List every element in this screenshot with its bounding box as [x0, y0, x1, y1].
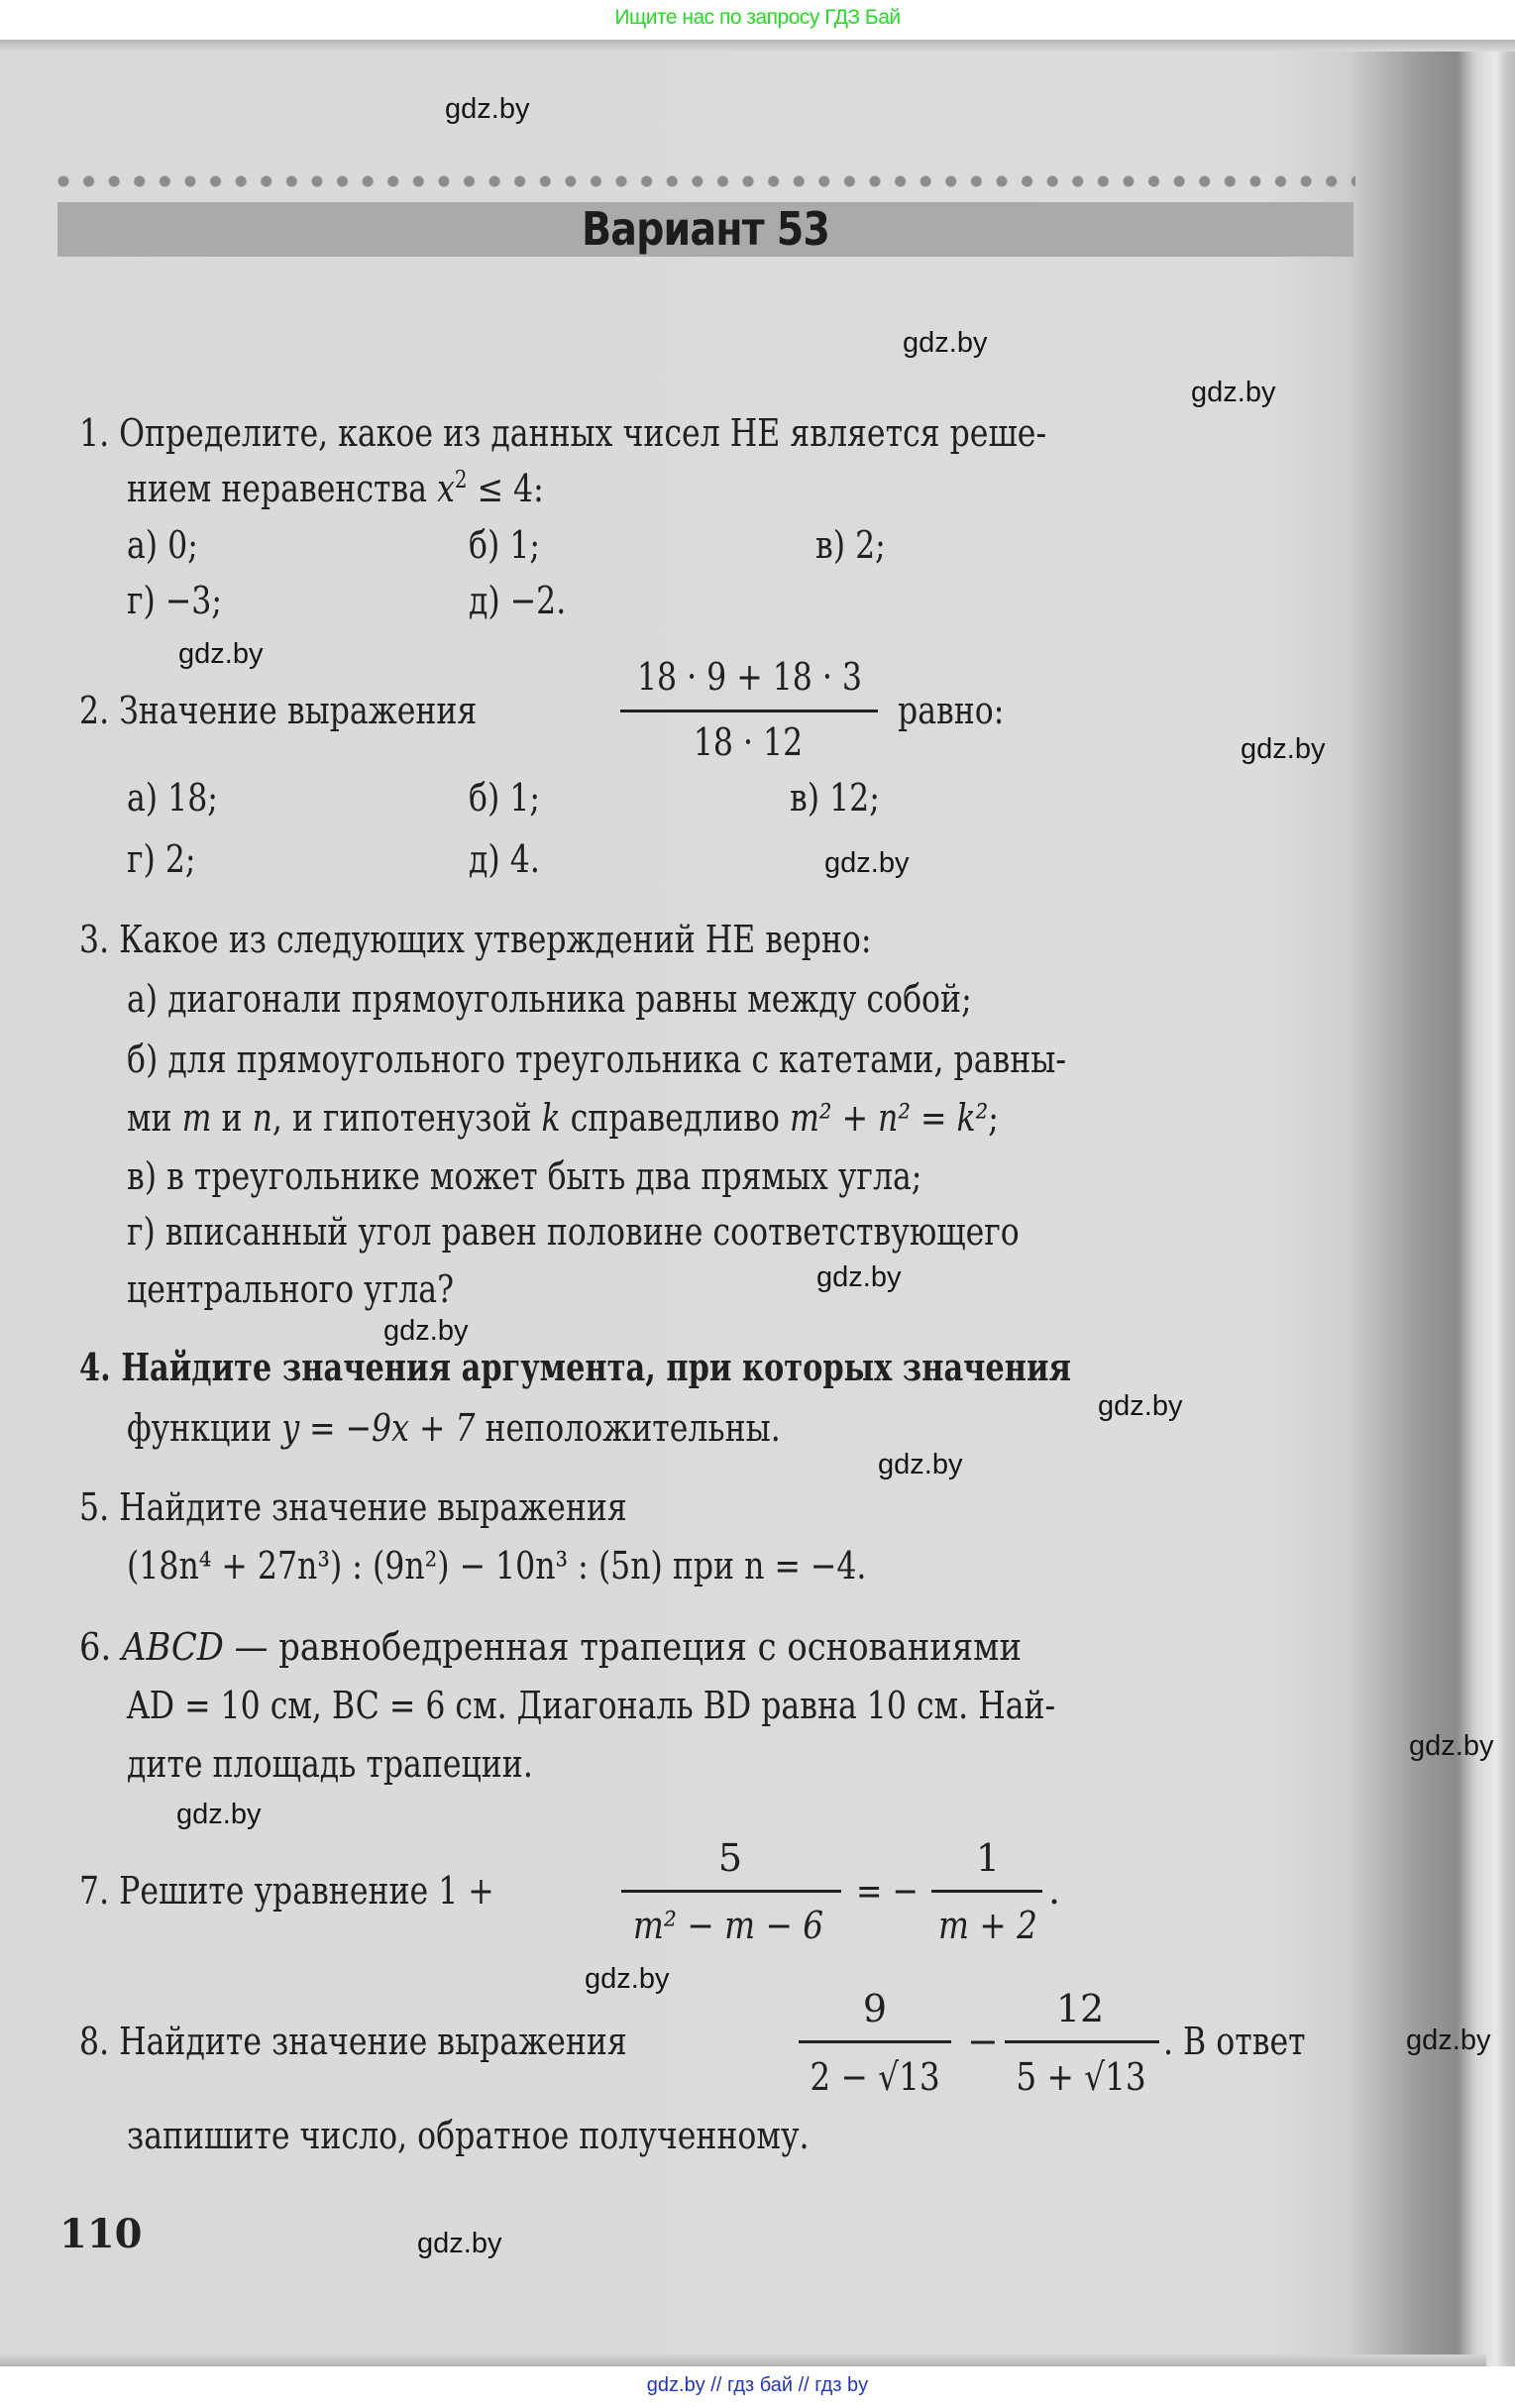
watermark: gdz.by	[1191, 377, 1276, 408]
q2-fraction-bar	[620, 710, 878, 712]
q2-option-b: б) 1;	[469, 776, 541, 820]
page-title: Вариант 53	[581, 202, 830, 256]
q6-number: 6.	[79, 1625, 123, 1669]
watermark: gdz.by	[903, 327, 988, 359]
q7-numerator2: 1	[975, 1836, 1001, 1880]
q4-line2-post: неположительны.	[475, 1406, 781, 1450]
watermark: gdz.by	[176, 1799, 262, 1830]
q8-fraction-bar-2	[1005, 2040, 1159, 2043]
watermark: gdz.by	[816, 1261, 902, 1293]
watermark: gdz.by	[1409, 1730, 1494, 1762]
q2-option-a: а) 18;	[127, 776, 218, 820]
q3-var-n: n	[252, 1096, 272, 1140]
watermark: gdz.by	[1241, 733, 1326, 765]
q3-var-m: m	[181, 1096, 212, 1140]
q7-numerator1: 5	[717, 1836, 743, 1880]
page-number: 110	[59, 2211, 143, 2257]
q7-fraction-bar-2	[931, 1890, 1042, 1893]
q2-option-d: г) 2;	[127, 837, 196, 881]
q3-b2-end: ;	[988, 1096, 999, 1140]
q3-b2-pre: ми	[127, 1096, 182, 1140]
q8-denominator1: 2 − √13	[810, 2055, 940, 2099]
q3-option-d-line2: центрального угла?	[127, 1267, 455, 1311]
q1-line2	[127, 466, 544, 510]
q3-line1: 3. Какое из следующих утверждений НЕ верно:	[79, 918, 872, 961]
q2-numerator: 18 · 9 + 18 · 3	[636, 655, 862, 699]
watermark: gdz.by	[878, 1449, 963, 1480]
q1-option-b: б) 1;	[469, 523, 541, 567]
q8-denominator2: 5 + √13	[1016, 2055, 1146, 2099]
q3-option-b-line2	[127, 1096, 999, 1140]
q3-b2-mid: , и гипотенузой	[271, 1096, 542, 1140]
q3-option-c: в) в треугольнике может быть два прямых угла;	[127, 1154, 922, 1198]
q7-end: .	[1048, 1869, 1061, 1913]
q1-line2-text: нием неравенства	[127, 467, 438, 510]
q7-fraction-bar-1	[621, 1890, 841, 1893]
watermark: gdz.by	[417, 2228, 502, 2259]
q6-line2: AD = 10 см, BC = 6 см. Диагональ BD равна 10 см. Най-	[127, 1684, 1056, 1727]
q3-option-a: а) диагонали прямоугольника равны между собой;	[127, 977, 972, 1021]
q1-option-a: а) 0;	[127, 523, 198, 567]
q8-numerator1: 9	[862, 1987, 888, 2030]
page-bottom-edge	[0, 2354, 1486, 2366]
q2-prefix: 2. Значение выражения	[79, 689, 478, 732]
q1-line1: 1. Определите, какое из данных чисел НЕ является реше-	[79, 411, 1047, 455]
q1-option-e: д) −2.	[469, 579, 567, 622]
q2-option-c: в) 12;	[790, 776, 880, 820]
q4-line2	[127, 1406, 781, 1450]
page-top-edge	[0, 40, 1515, 52]
q8-line2: запишите число, обратное полученному.	[127, 2114, 810, 2157]
q3-option-d-line1: г) вписанный угол равен половине соответствующего	[127, 1210, 1020, 1254]
q1-option-d: г) −3;	[127, 579, 222, 622]
q6-line3: дите площадь трапеции.	[127, 1742, 533, 1786]
q8-suffix: . В ответ	[1163, 2020, 1306, 2063]
q3-b2-just: справедливо	[560, 1096, 790, 1140]
watermark: gdz.by	[445, 93, 530, 125]
dotted-divider	[57, 174, 1355, 188]
q4-formula: y = −9x + 7	[281, 1406, 476, 1450]
q8-prefix: 8. Найдите значение выражения	[79, 2020, 627, 2063]
q5-line1: 5. Найдите значение выражения	[79, 1485, 627, 1529]
q7-equals: = −	[856, 1869, 919, 1913]
q7-denominator1: m² − m − 6	[632, 1904, 824, 1947]
watermark: gdz.by	[178, 638, 264, 670]
q3-var-k: k	[541, 1096, 561, 1140]
q8-numerator2: 12	[1055, 1987, 1105, 2030]
q2-option-e: д) 4.	[469, 837, 540, 881]
q7-prefix: 7. Решите уравнение 1 +	[79, 1869, 494, 1913]
banner-text: Ищите нас по запросу ГДЗ Бай	[614, 6, 901, 29]
q2-suffix: равно:	[898, 689, 1005, 732]
q6-line1-rest: — равнобедренная трапеция с основаниями	[223, 1625, 1023, 1669]
q7-denominator2: m + 2	[938, 1904, 1037, 1947]
watermark: gdz.by	[1406, 2025, 1491, 2056]
watermark: gdz.by	[383, 1315, 469, 1347]
q2-denominator: 18 · 12	[693, 720, 804, 764]
scanned-page	[0, 40, 1515, 2366]
q8-minus: −	[967, 2020, 999, 2063]
q1-math-rest: ≤ 4:	[467, 467, 544, 510]
q4-line1: 4. Найдите значения аргумента, при которых значения	[79, 1345, 1072, 1389]
q4-line2-pre: функции	[127, 1406, 282, 1450]
q6-line1	[79, 1625, 1023, 1669]
watermark: gdz.by	[1098, 1390, 1183, 1422]
q1-option-c: в) 2;	[815, 523, 886, 567]
q3-b2-and: и	[211, 1096, 253, 1140]
q5-expression: (18n⁴ + 27n³) : (9n²) − 10n³ : (5n) при n = −4.	[127, 1544, 867, 1587]
q1-math-var: x	[437, 467, 455, 510]
q1-math-exp: 2	[454, 466, 468, 493]
top-banner	[0, 0, 1515, 40]
title-bar	[57, 202, 1353, 257]
q3-option-b-line1: б) для прямоугольного треугольника с катетами, равны-	[127, 1038, 1067, 1081]
footer-links: gdz.by // гдз бай // гдз by	[646, 2374, 869, 2396]
watermark: gdz.by	[585, 1963, 670, 1995]
q3-formula: m² + n² = k²	[789, 1096, 989, 1140]
watermark: gdz.by	[824, 847, 910, 879]
q6-abcd: ABCD	[122, 1625, 224, 1669]
q8-fraction-bar-1	[799, 2040, 951, 2043]
